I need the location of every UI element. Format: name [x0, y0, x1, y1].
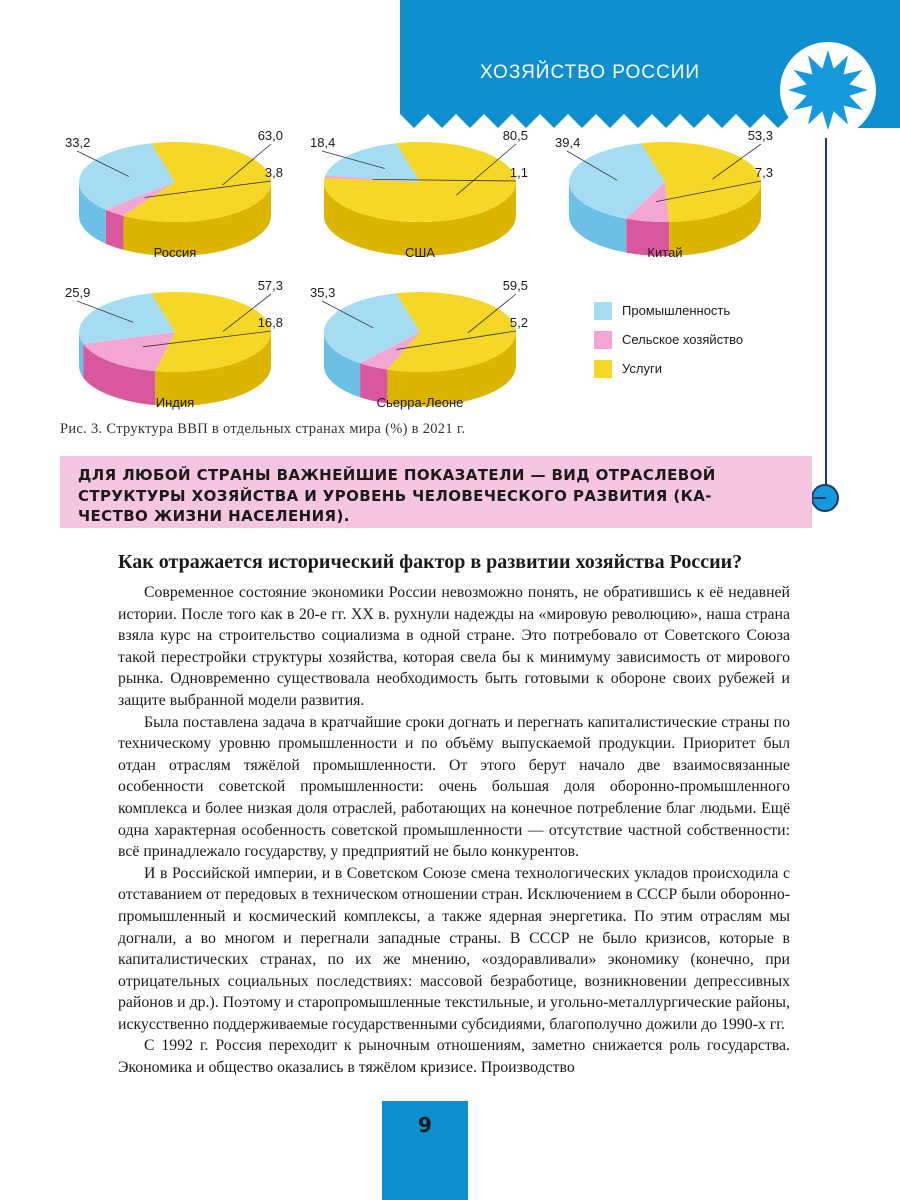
pie-value-label: 57,3 [257, 278, 283, 293]
figure-caption: Рис. 3. Структура ВВП в отдельных странах мира (%) в 2021 г. [60, 421, 466, 437]
pie-value-label: 59,5 [502, 278, 528, 293]
pie-slice-side [106, 210, 124, 250]
pie-value-label: 1,1 [509, 165, 528, 180]
pie-value-label: 80,5 [502, 128, 528, 143]
legend-swatch [594, 302, 612, 320]
pie-chart [65, 278, 283, 410]
pie-chart [555, 128, 773, 260]
pie-country-label: Россия [153, 245, 197, 260]
header-title: ХОЗЯЙСТВО РОССИИ [480, 62, 701, 83]
legend-label: Услуги [622, 361, 662, 376]
pie-value-label: 16,8 [257, 315, 283, 330]
pie-value-label: 35,3 [310, 285, 336, 300]
pie-country-label: США [405, 245, 435, 260]
pie-country-label: Китай [647, 245, 683, 260]
pie-value-label: 5,2 [509, 315, 528, 330]
pie-value-label: 25,9 [65, 285, 91, 300]
pie-value-label: 33,2 [65, 135, 91, 150]
page-number-box [382, 1101, 468, 1200]
paragraph: Была поставлена задача в кратчайшие сроки догнать и перегнать капиталистические страны по техническому уровню промышленности и по объёму выпускаемой продукции. Приоритет был отдан отраслям тяжёлой промышленности. От этого берут начало две взаимосвязанные особенности советской промышленности: очень большая доля оборонно-промышленного комплекса и более низкая доля отраслей, работающих на конечное потребление благ людьми. Ещё одна характерная особенность советской промышленности — отсутствие частной собственности: всё принадлежало государству, у предприятий не было конкурентов. [118, 713, 790, 861]
legend-label: Промышленность [622, 303, 731, 318]
pie-value-label: 18,4 [310, 135, 336, 150]
callout-line: ДЛЯ ЛЮБОЙ СТРАНЫ ВАЖНЕЙШИЕ ПОКАЗАТЕЛИ — ВИД ОТРАСЛЕВОЙ [78, 466, 716, 484]
section-title: Как отражается исторический фактор в развитии хозяйства России? [118, 551, 743, 573]
paragraph: С 1992 г. Россия переходит к рыночным отношениям, заметно снижается роль государства. Экономика и общество оказались в тяжёлом кризисе. Производство [118, 1037, 790, 1077]
pie-value-label: 63,0 [257, 128, 283, 143]
pie-country-label: Индия [155, 395, 195, 410]
pie-value-label: 3,8 [264, 165, 283, 180]
page-number: 9 [418, 1113, 432, 1137]
paragraph: Современное состояние экономики России невозможно понять, не обратившись к её недавней истории. После того как в 20-е гг. XX в. рухнули надежды на «мировую революцию», наша страна взяла курс на строительство социализма в одной стране. Это потребовало от Советского Союза такой перестройки структуры хозяйства, которая свела бы к минимуму зависимость от мирового рынка. Одновременно существовала необходимость быть готовыми к обороне своих рубежей и защите выбранной модели развития. [118, 584, 790, 709]
gdp-structure-charts [0, 120, 900, 420]
pie-country-label: Сьерра-Леоне [376, 395, 464, 410]
legend-swatch [594, 331, 612, 349]
pie-value-label: 53,3 [747, 128, 773, 143]
body-text [118, 582, 790, 1079]
legend-swatch [594, 360, 612, 378]
legend-label: Сельское хозяйство [622, 332, 744, 347]
callout-connector-line [812, 497, 826, 499]
key-statement-callout [60, 456, 812, 528]
pie-chart [310, 128, 528, 260]
pie-chart [65, 128, 283, 260]
paragraph: И в Российской империи, и в Советском Союзе смена технологических укладов происходила с отставанием от передовых в техническом отношении стран. Исключением в СССР были оборонно-промышленный и космический комплексы, а также ядерная энергетика. По этим отраслям мы догнали, а во многом и перегнали западные страны. В СССР не было кризисов, которые в капиталистических странах, по их же мнению, «оздоравливали» экономику (конечно, при отрицательных социальных последствиях: массовой безработице, возникновении депрессивных районов и др.). Поэтому и старопромышленные текстильные, и угольно-металлургические районы, искусственно поддерживаемые государственными субсидиями, благополучно дожили до 1990-х гг. [118, 864, 790, 1033]
chart-legend [594, 302, 743, 378]
callout-line: СТРУКТУРЫ ХОЗЯЙСТВА И УРОВЕНЬ ЧЕЛОВЕЧЕСКОГО РАЗВИТИЯ (КА- [78, 486, 712, 505]
pie-value-label: 7,3 [754, 165, 773, 180]
callout-line: ЧЕСТВО ЖИЗНИ НАСЕЛЕНИЯ). [78, 507, 350, 525]
pie-chart [310, 278, 528, 410]
pie-value-label: 39,4 [555, 135, 581, 150]
